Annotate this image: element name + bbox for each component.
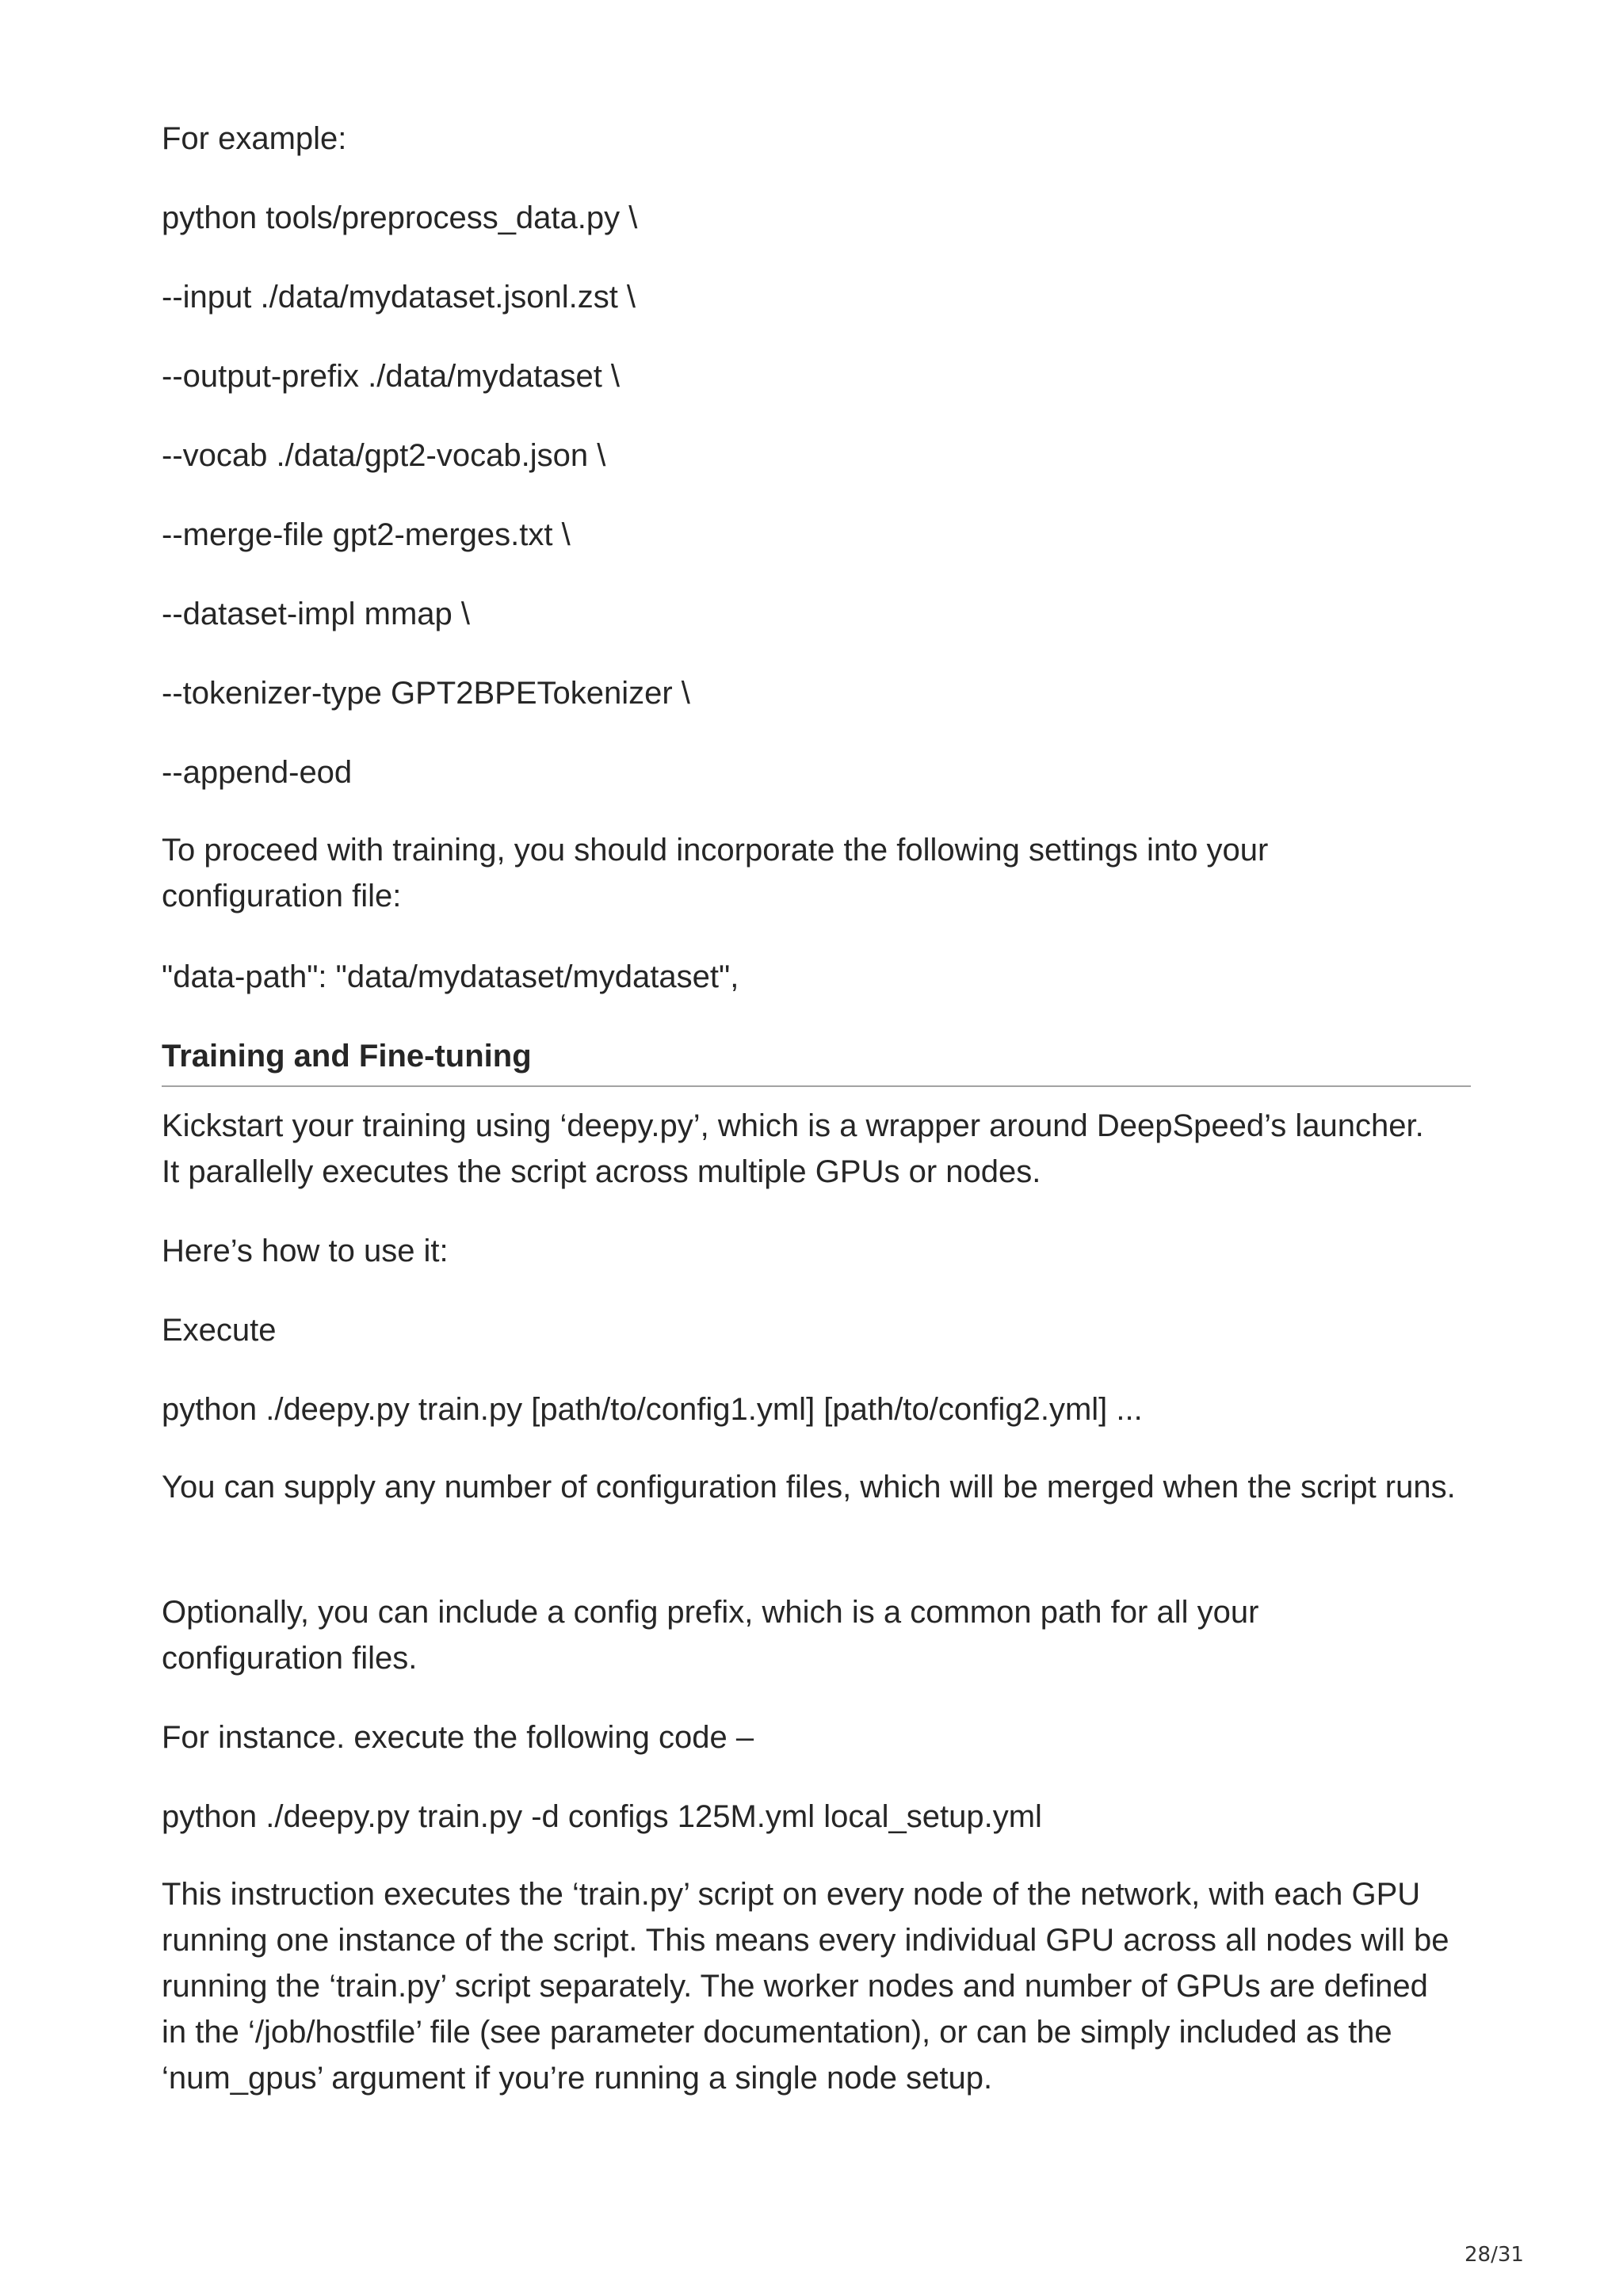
how-to-use-text: Here’s how to use it: bbox=[162, 1234, 449, 1268]
section-divider bbox=[162, 1085, 1471, 1087]
supply-configs-paragraph: You can supply any number of configuration files, which will be merged when the script runs. bbox=[162, 1470, 1456, 1505]
command-line: --input ./data/mydataset.jsonl.zst \ bbox=[162, 280, 636, 315]
final-paragraph: This instruction executes the ‘train.py’ script on every node of the network, with each GPU running one instance of the script. This means every individual GPU across all nodes will be running the ‘train.py’ script separately. The worker nodes and number of GPUs are defined in the ‘/job/hostfile’ file (see parameter documentation), or can be simply included as the ‘num_gpus’ argument if you’re running a single node setup. bbox=[162, 1877, 1449, 2096]
command-line: python tools/preprocess_data.py \ bbox=[162, 200, 638, 235]
instance-command: python ./deepy.py train.py -d configs 125M.yml local_setup.yml bbox=[162, 1799, 1042, 1834]
data-path-setting: "data-path": "data/mydataset/mydataset", bbox=[162, 959, 739, 994]
section-heading: Training and Fine-tuning bbox=[162, 1039, 532, 1074]
kickstart-paragraph: Kickstart your training using ‘deepy.py’, which is a wrapper around DeepSpeed’s launcher. It parallelly executes the script across multiple GPUs or nodes. bbox=[162, 1108, 1424, 1189]
command-line: --output-prefix ./data/mydataset \ bbox=[162, 359, 621, 394]
execute-label: Execute bbox=[162, 1313, 277, 1348]
command-line: --vocab ./data/gpt2-vocab.json \ bbox=[162, 438, 606, 473]
command-line: --tokenizer-type GPT2BPETokenizer \ bbox=[162, 676, 690, 711]
execute-command: python ./deepy.py train.py [path/to/config1.yml] [path/to/config2.yml] ... bbox=[162, 1392, 1143, 1427]
intro-text: For example: bbox=[162, 121, 347, 156]
config-prefix-paragraph: Optionally, you can include a config prefix, which is a common path for all your configuration files. bbox=[162, 1595, 1259, 1676]
for-instance-text: For instance. execute the following code – bbox=[162, 1720, 754, 1755]
page-number: 28/31 bbox=[1465, 2243, 1524, 2267]
command-line: --append-eod bbox=[162, 755, 353, 790]
command-line: --merge-file gpt2-merges.txt \ bbox=[162, 517, 571, 552]
training-instructions-paragraph: To proceed with training, you should incorporate the following settings into your configuration file: bbox=[162, 833, 1269, 913]
command-line: --dataset-impl mmap \ bbox=[162, 597, 470, 631]
